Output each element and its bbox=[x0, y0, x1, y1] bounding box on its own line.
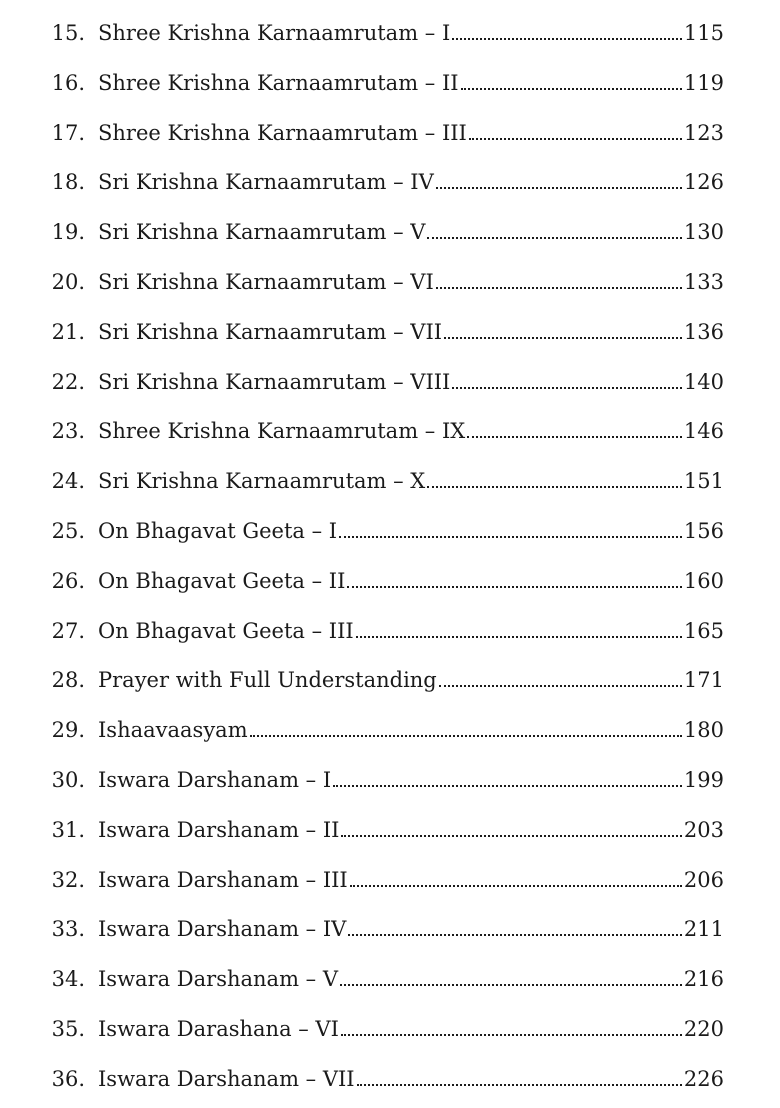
toc-entry bbox=[98, 717, 724, 743]
toc-entry-number: 26. bbox=[51, 568, 85, 593]
toc-entry-number: 31. bbox=[51, 817, 85, 842]
toc-entry bbox=[98, 767, 724, 793]
toc-entry-title: Iswara Darashana – VI bbox=[98, 1017, 339, 1041]
toc-entry-page-number: 119 bbox=[683, 70, 724, 95]
toc-row bbox=[0, 703, 780, 743]
toc-entry bbox=[98, 817, 724, 843]
toc-entry-title: Shree Krishna Karnaamrutam – IX bbox=[98, 419, 466, 444]
toc-entry-number: 25. bbox=[51, 519, 85, 543]
dot-leader bbox=[348, 934, 682, 936]
toc-entry bbox=[98, 219, 724, 245]
toc-row bbox=[0, 305, 780, 345]
toc-entry bbox=[98, 568, 724, 594]
toc-entry-number: 20. bbox=[51, 270, 85, 294]
dot-leader bbox=[427, 237, 681, 239]
toc-entry-number: 29. bbox=[51, 718, 85, 743]
dot-leader bbox=[427, 486, 682, 488]
toc-row bbox=[0, 1052, 780, 1092]
toc-entry-number: 33. bbox=[51, 917, 85, 942]
dot-leader bbox=[444, 337, 682, 339]
dot-leader bbox=[333, 785, 682, 787]
toc-entry-page-number: 115 bbox=[683, 21, 724, 45]
toc-entry-page-number: 203 bbox=[683, 817, 724, 842]
toc-row bbox=[0, 255, 780, 295]
toc-entry-page-number: 126 bbox=[683, 170, 724, 195]
dot-leader bbox=[339, 536, 682, 538]
toc-entry bbox=[98, 518, 724, 544]
toc-entry-page-number: 136 bbox=[683, 319, 724, 344]
toc-entry bbox=[98, 369, 724, 395]
toc-entry-title: Sri Krishna Karnaamrutam – V bbox=[98, 220, 426, 245]
dot-leader bbox=[356, 636, 682, 638]
toc-entry-title: On Bhagavat Geeta – II bbox=[98, 568, 346, 593]
toc-entry bbox=[98, 667, 724, 693]
toc-row bbox=[0, 454, 780, 494]
toc-entry bbox=[98, 1066, 724, 1092]
toc-entry-page-number: 165 bbox=[683, 618, 724, 643]
toc-entry-number: 16. bbox=[51, 70, 85, 95]
dot-leader bbox=[350, 885, 682, 887]
toc-row bbox=[0, 803, 780, 843]
dot-leader bbox=[341, 1034, 682, 1036]
toc-row bbox=[0, 504, 780, 544]
toc-entry-title: Sri Krishna Karnaamrutam – X bbox=[98, 469, 426, 494]
dot-leader bbox=[436, 187, 682, 189]
toc-entry bbox=[98, 916, 724, 942]
toc-entry-number: 34. bbox=[51, 967, 85, 992]
toc-row bbox=[0, 355, 780, 395]
toc-entry-page-number: 146 bbox=[683, 419, 724, 444]
toc-entry-number: 24. bbox=[51, 469, 85, 494]
toc-entry-number: 17. bbox=[51, 120, 85, 145]
dot-leader bbox=[357, 1084, 682, 1086]
toc-entry bbox=[98, 418, 724, 444]
toc-entry-title: Sri Krishna Karnaamrutam – VIII bbox=[98, 369, 451, 394]
toc-entry-title: Shree Krishna Karnaamrutam – II bbox=[98, 70, 459, 95]
toc-entry-number: 27. bbox=[51, 618, 85, 643]
toc-entry bbox=[98, 70, 724, 96]
toc-entry-page-number: 206 bbox=[683, 867, 724, 892]
dot-leader bbox=[461, 88, 682, 90]
toc-row bbox=[0, 1002, 780, 1042]
toc-entry-number: 30. bbox=[51, 768, 85, 792]
toc-entry bbox=[98, 319, 724, 345]
toc-entry-title: Sri Krishna Karnaamrutam – IV bbox=[98, 170, 434, 195]
dot-leader bbox=[347, 586, 682, 588]
toc-entry bbox=[98, 120, 724, 146]
toc-entry-title: Sri Krishna Karnaamrutam – VI bbox=[98, 270, 434, 294]
toc-entry bbox=[98, 966, 724, 992]
toc-entry bbox=[98, 867, 724, 893]
toc-entry-title: Shree Krishna Karnaamrutam – III bbox=[98, 120, 467, 145]
toc-entry-number: 15. bbox=[51, 21, 85, 45]
toc-entry-number: 19. bbox=[51, 220, 85, 245]
dot-leader bbox=[469, 138, 682, 140]
toc-entry-page-number: 199 bbox=[683, 768, 724, 792]
toc-entry-title: Prayer with Full Understanding bbox=[98, 668, 437, 693]
toc-entry bbox=[98, 618, 724, 644]
toc-entry-page-number: 180 bbox=[683, 718, 724, 743]
toc-entry bbox=[98, 468, 724, 494]
toc-entry-title: Iswara Darshanam – III bbox=[98, 867, 348, 892]
toc-entry-title: Sri Krishna Karnaamrutam – VII bbox=[98, 319, 443, 344]
toc-row bbox=[0, 6, 780, 46]
toc-row bbox=[0, 404, 780, 444]
toc-entry-title: Iswara Darshanam – V bbox=[98, 967, 338, 992]
toc-row bbox=[0, 554, 780, 594]
toc-entry-page-number: 160 bbox=[683, 568, 724, 593]
toc-entry-page-number: 133 bbox=[683, 270, 724, 294]
toc-entry bbox=[98, 20, 724, 46]
toc-row bbox=[0, 753, 780, 793]
toc-entry-page-number: 156 bbox=[683, 519, 724, 543]
toc-row bbox=[0, 205, 780, 245]
toc-entry-title: Iswara Darshanam – VII bbox=[98, 1066, 355, 1091]
dot-leader bbox=[439, 685, 682, 687]
dot-leader bbox=[467, 436, 682, 438]
toc-row bbox=[0, 56, 780, 96]
toc-entry-title: Shree Krishna Karnaamrutam – I bbox=[98, 21, 451, 45]
toc-entry-number: 18. bbox=[51, 170, 85, 195]
toc-entry bbox=[98, 169, 724, 195]
toc-row bbox=[0, 653, 780, 693]
toc-entry-title: On Bhagavat Geeta – III bbox=[98, 618, 354, 643]
toc-entry-number: 32. bbox=[51, 867, 85, 892]
toc-entry bbox=[98, 1016, 724, 1042]
toc-row bbox=[0, 952, 780, 992]
dot-leader bbox=[452, 387, 682, 389]
toc-entry-page-number: 226 bbox=[683, 1066, 724, 1091]
dot-leader bbox=[250, 735, 682, 737]
toc-entry-page-number: 151 bbox=[683, 469, 724, 494]
dot-leader bbox=[341, 835, 681, 837]
toc-entry-number: 28. bbox=[51, 668, 85, 693]
toc-entry-title: Ishaavaasyam bbox=[98, 718, 248, 743]
toc-entry-title: Iswara Darshanam – I bbox=[98, 768, 332, 792]
toc-entry bbox=[98, 269, 724, 295]
toc-row bbox=[0, 902, 780, 942]
toc-entry-page-number: 216 bbox=[683, 967, 724, 992]
dot-leader bbox=[436, 287, 682, 289]
toc-entry-number: 35. bbox=[51, 1017, 85, 1041]
toc-entry-page-number: 130 bbox=[683, 220, 724, 245]
toc-entry-page-number: 171 bbox=[683, 668, 724, 693]
toc-row bbox=[0, 155, 780, 195]
toc-entry-page-number: 211 bbox=[683, 917, 724, 942]
toc-entry-number: 21. bbox=[51, 319, 85, 344]
toc-entry-page-number: 220 bbox=[683, 1017, 724, 1041]
toc-entry-number: 36. bbox=[51, 1066, 85, 1091]
toc-entry-number: 23. bbox=[51, 419, 85, 444]
toc-row bbox=[0, 604, 780, 644]
dot-leader bbox=[452, 38, 682, 40]
toc-entry-title: Iswara Darshanam – IV bbox=[98, 917, 347, 942]
toc-entry-page-number: 123 bbox=[683, 120, 724, 145]
toc-entry-number: 22. bbox=[51, 369, 85, 394]
dot-leader bbox=[340, 984, 682, 986]
toc-row bbox=[0, 106, 780, 146]
toc-entry-title: Iswara Darshanam – II bbox=[98, 817, 340, 842]
toc-entry-title: On Bhagavat Geeta – I bbox=[98, 519, 338, 543]
toc-row bbox=[0, 853, 780, 893]
toc-entry-page-number: 140 bbox=[683, 369, 724, 394]
